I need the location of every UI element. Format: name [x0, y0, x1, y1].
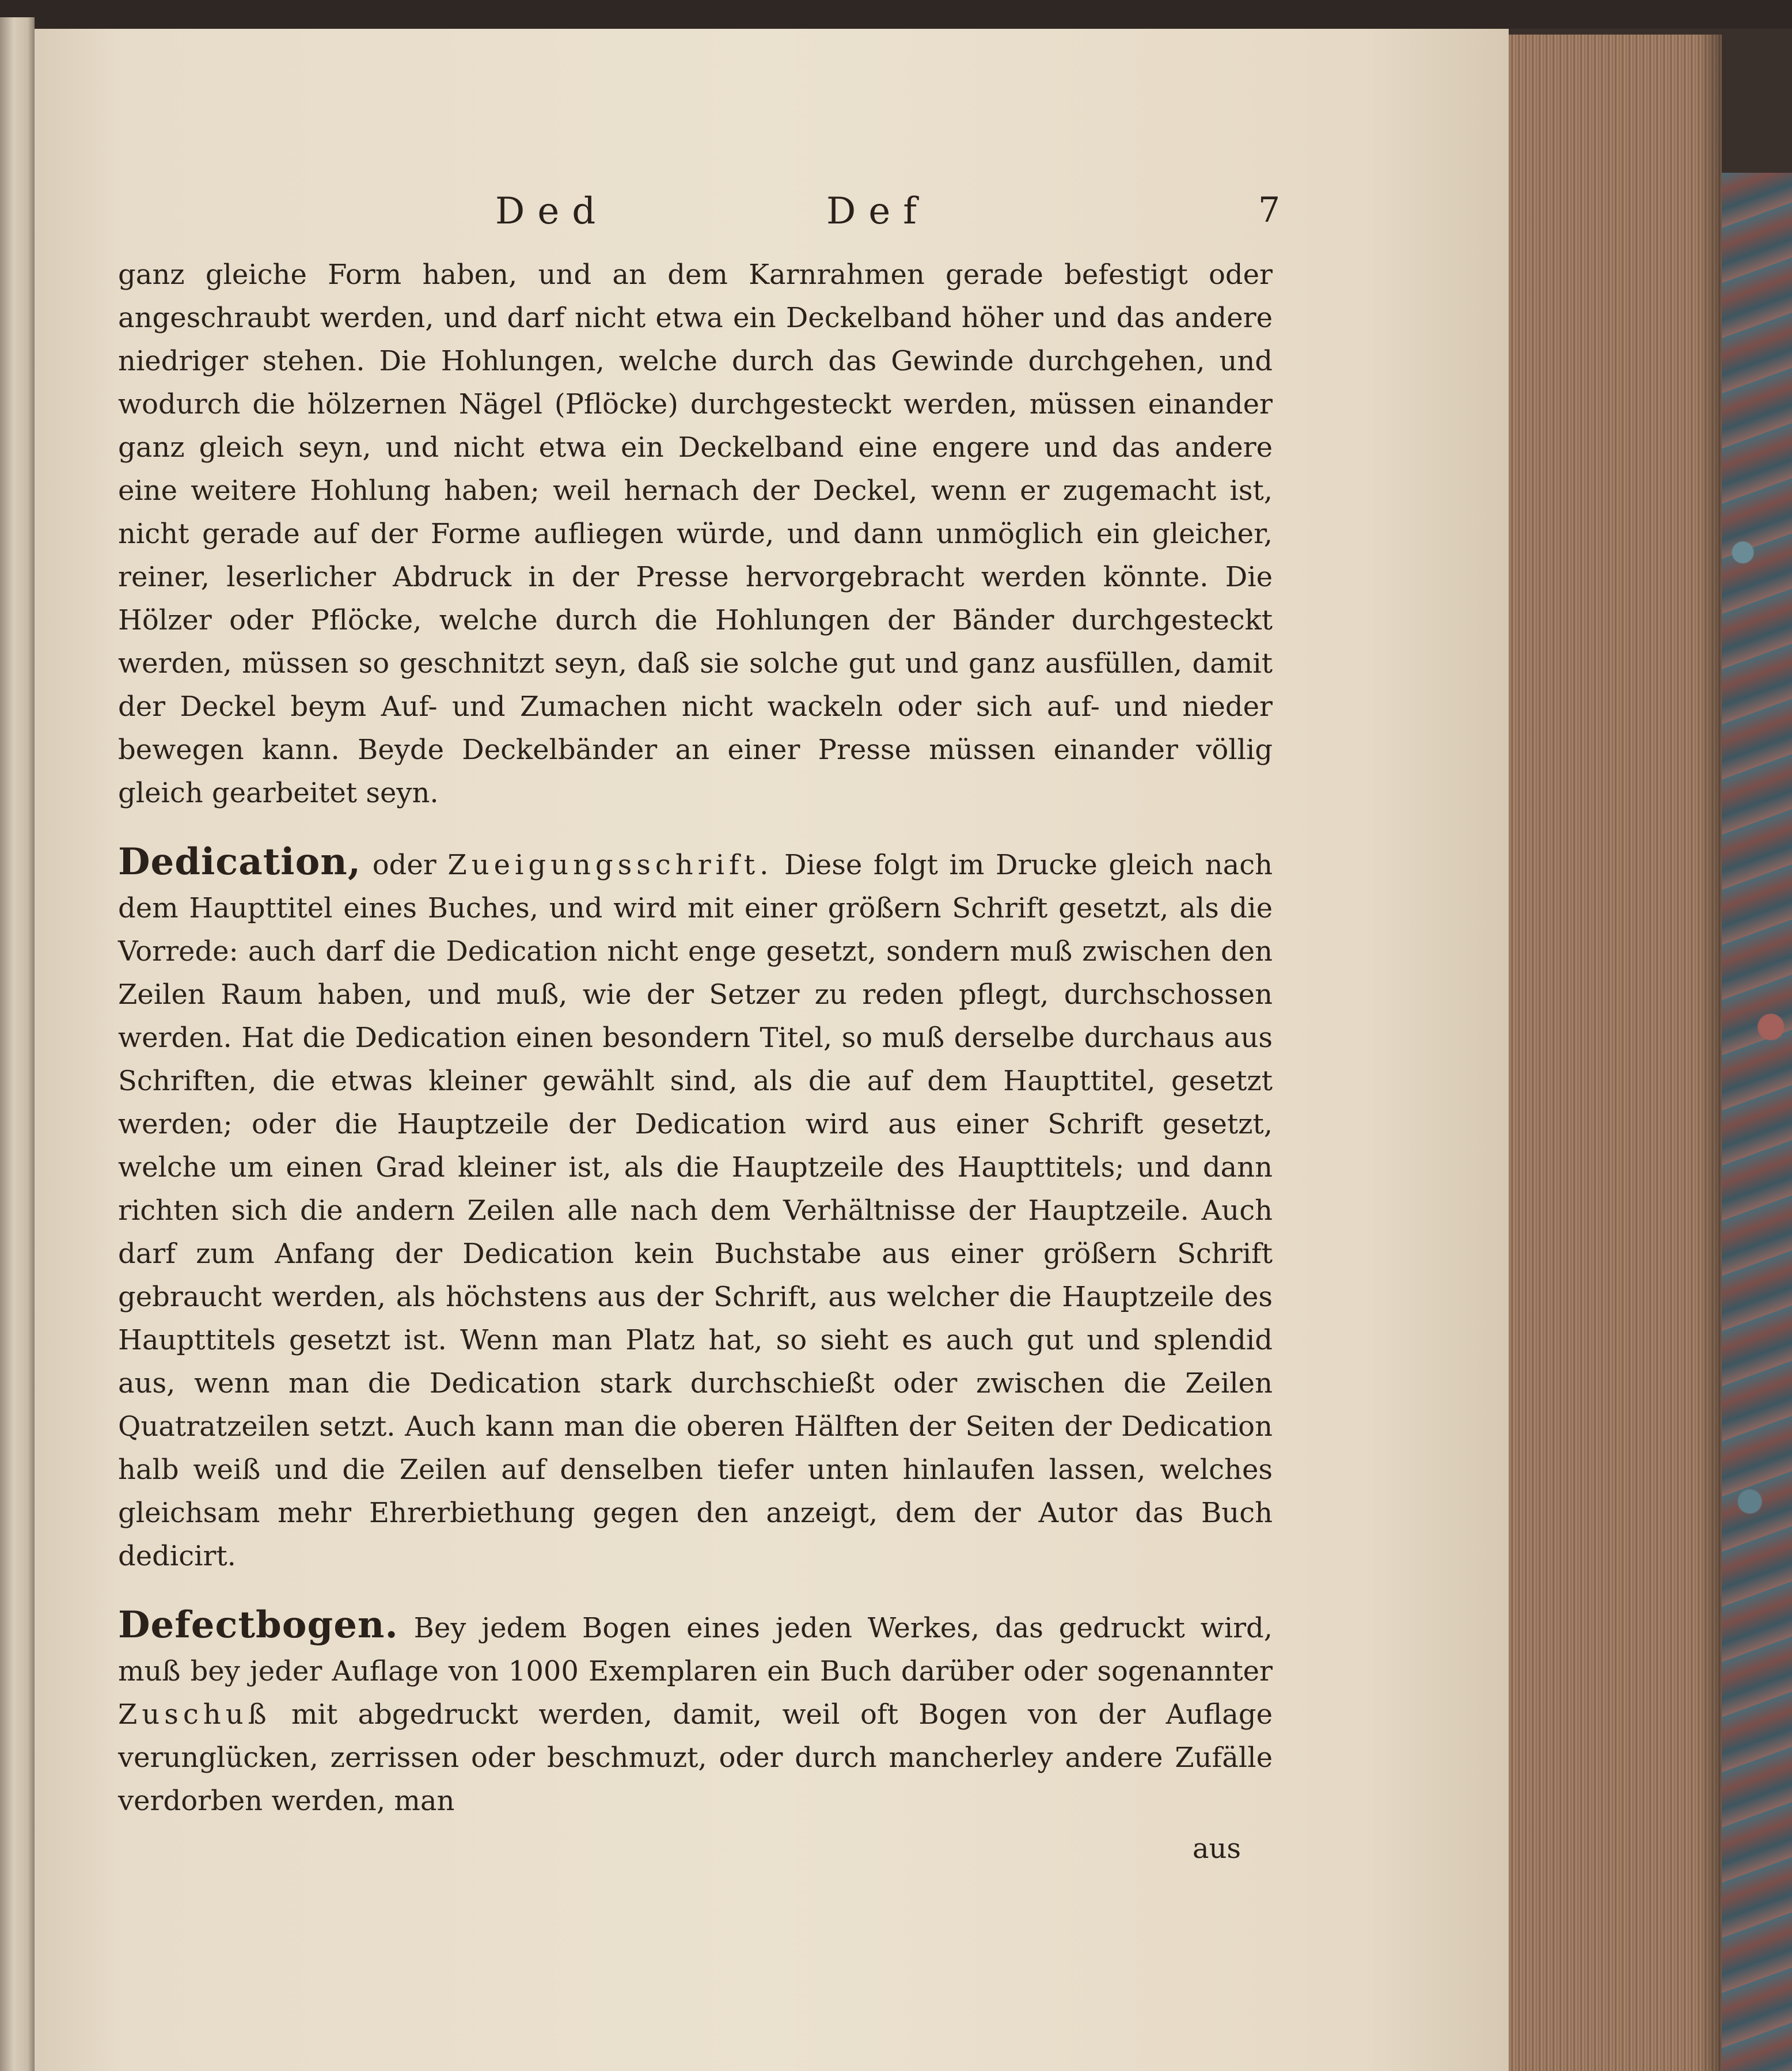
- headword-defectbogen: Defectbogen.: [118, 1603, 398, 1647]
- entry-text: Bey jedem Bogen eines jeden Werkes, das gedruckt wird, muß bey jeder Auflage von 1000 Exemplaren ein Buch darüber oder sogenannter: [118, 1612, 1273, 1687]
- spaced-term: Zuschuß: [118, 1698, 271, 1731]
- paragraph-text: ganz gleiche Form haben, und an dem Karnrahmen gerade befestigt oder angeschraubt werden, und darf nicht etwa ein Deckelband höher und das andere niedriger stehen. Die Hohlungen, welche durch das Gewinde durchgehen, und wodurch die hölzernen Nägel (Pflöcke) durchgesteckt werden, müssen einander ganz gleich seyn, und nicht etwa ein Deckelband eine engere und das andere eine weitere Hohlung haben; weil hernach der Deckel, wenn er zugemacht ist, nicht gerade auf der Forme aufliegen würde, und dann unmöglich ein gleicher, reiner, leserlicher Abdruck in der Presse hervorgebracht werden könnte. Die Hölzer oder Pflöcke, welche durch die Hohlungen der Bänder durchgesteckt werden, müssen so geschnitzt seyn, daß sie solche gut und ganz ausfüllen, damit der Deckel beym Auf- und Zumachen nicht wackeln oder sich auf- und nieder bewegen kann. Beyde Deckelbänder an einer Presse müssen einander völlig gleich gearbeitet seyn.: [118, 259, 1273, 809]
- entry-lead: oder: [361, 849, 448, 881]
- running-head: [118, 190, 1281, 253]
- entry-text: Diese folgt im Drucke gleich nach dem Haupttitel eines Buches, und wird mit einer größern Schrift gesetzt, als die Vorrede: auch darf die Dedication nicht enge gesetzt, sondern muß zwischen den Zeilen Raum haben, und muß, wie der Setzer zu reden pflegt, durchschossen werden. Hat die Dedication einen besondern Titel, so muß derselbe durchaus aus Schriften, die etwas kleiner gewählt sind, als die auf dem Haupttitel, gesetzt werden; oder die Hauptzeile der Dedication wird aus einer Schrift gesetzt, welche um einen Grad kleiner ist, als die Hauptzeile des Haupttitels; und dann richten sich die andern Zeilen alle nach dem Verhältnisse der Hauptzeile. Auch darf zum Anfang der Dedication kein Buchstabe aus einer größern Schrift gebraucht werden, als höchstens aus der Schrift, aus welcher die Hauptzeile des Haupttitels gesetzt ist. Wenn man Platz hat, so sieht es auch gut und splendid aus, wenn man die Dedication stark durchschießt oder zwischen die Zeilen Quatratzeilen setzt. Auch kann man die oberen Hälften der Seiten der Dedication halb weiß und die Zeilen auf denselben tiefer unten hinlaufen lassen, welches gleichsam mehr Ehrerbiethung gegen den anzeigt, dem der Autor das Buch dedicirt.: [118, 849, 1273, 1572]
- entry-dedication: [118, 840, 1273, 1578]
- facing-page-edge: [0, 17, 35, 2071]
- running-head-right: Def: [826, 190, 929, 233]
- spaced-term: Zueigungsschrift.: [447, 849, 773, 881]
- entry-defectbogen: [118, 1603, 1273, 1823]
- page-number: 7: [1258, 190, 1281, 230]
- paragraph-deckelband: [118, 253, 1273, 815]
- running-head-left: Ded: [495, 190, 609, 233]
- marbled-cover: [1722, 173, 1792, 2071]
- entry-tail: mit abgedruckt werden, damit, weil oft Bogen von der Auflage verunglücken, zerrissen oder beschmuzt, oder durch mancherley andere Zufälle verdorben werden, man: [118, 1698, 1273, 1817]
- scan-top-border: [0, 0, 1792, 29]
- page-text: [118, 190, 1281, 1871]
- page-block-edge: [1509, 35, 1722, 2071]
- headword-dedication: Dedication,: [118, 840, 362, 883]
- catchword: aus: [1192, 1833, 1241, 1865]
